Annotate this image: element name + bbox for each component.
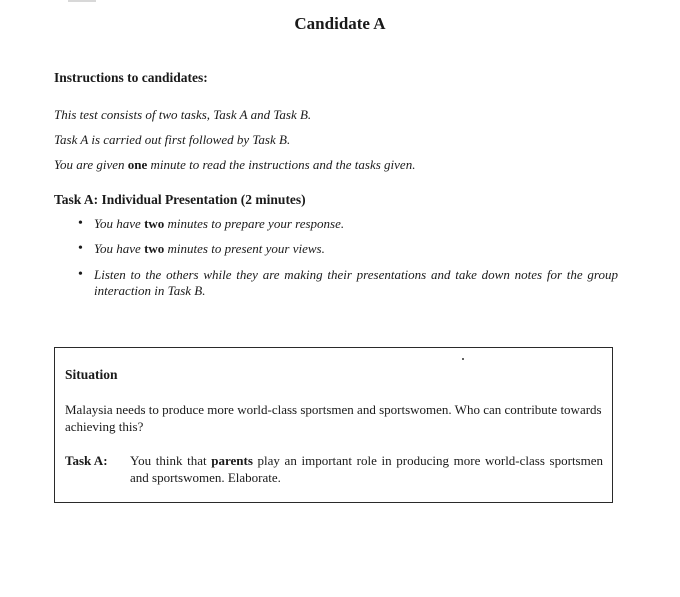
bullet-item-1 <box>78 216 618 232</box>
scan-artifact <box>68 0 96 2</box>
situation-task-a <box>65 452 603 486</box>
bullet-item-3 <box>78 267 618 299</box>
bullet-icon: • <box>78 267 83 282</box>
instruction-line-1: This test consists of two tasks, Task A and Task B. <box>54 107 312 122</box>
page-title: Candidate A <box>294 14 386 33</box>
instructions-heading: Instructions to candidates: <box>54 70 208 85</box>
situation-text: Malaysia needs to produce more world-class sportsmen and sportswomen. Who can contribute towards achieving this? <box>65 402 602 434</box>
bullet-icon: • <box>78 216 83 231</box>
instruction-line-2: Task A is carried out first followed by Task B. <box>54 132 291 147</box>
bullet-text-3: Listen to the others while they are making their presentations and take down notes for the group interaction in Task B. <box>94 267 618 298</box>
bullet-icon: • <box>78 241 83 256</box>
bullet-item-2 <box>78 241 618 257</box>
instruction-line-3: You are given one minute to read the instructions and the tasks given. <box>54 157 416 172</box>
bullet-text-1: You have two minutes to prepare your response. <box>94 216 345 231</box>
situation-box <box>54 347 613 503</box>
task-a-label: Task A: <box>65 453 108 468</box>
bullet-text-2: You have two minutes to present your views. <box>94 241 325 256</box>
task-a-heading: Task A: Individual Presentation (2 minutes) <box>54 192 306 207</box>
task-a-text: You think that parents play an important role in producing more world-class sportsmen and sportswomen. Elaborate. <box>130 453 603 485</box>
situation-heading: Situation <box>65 367 118 382</box>
